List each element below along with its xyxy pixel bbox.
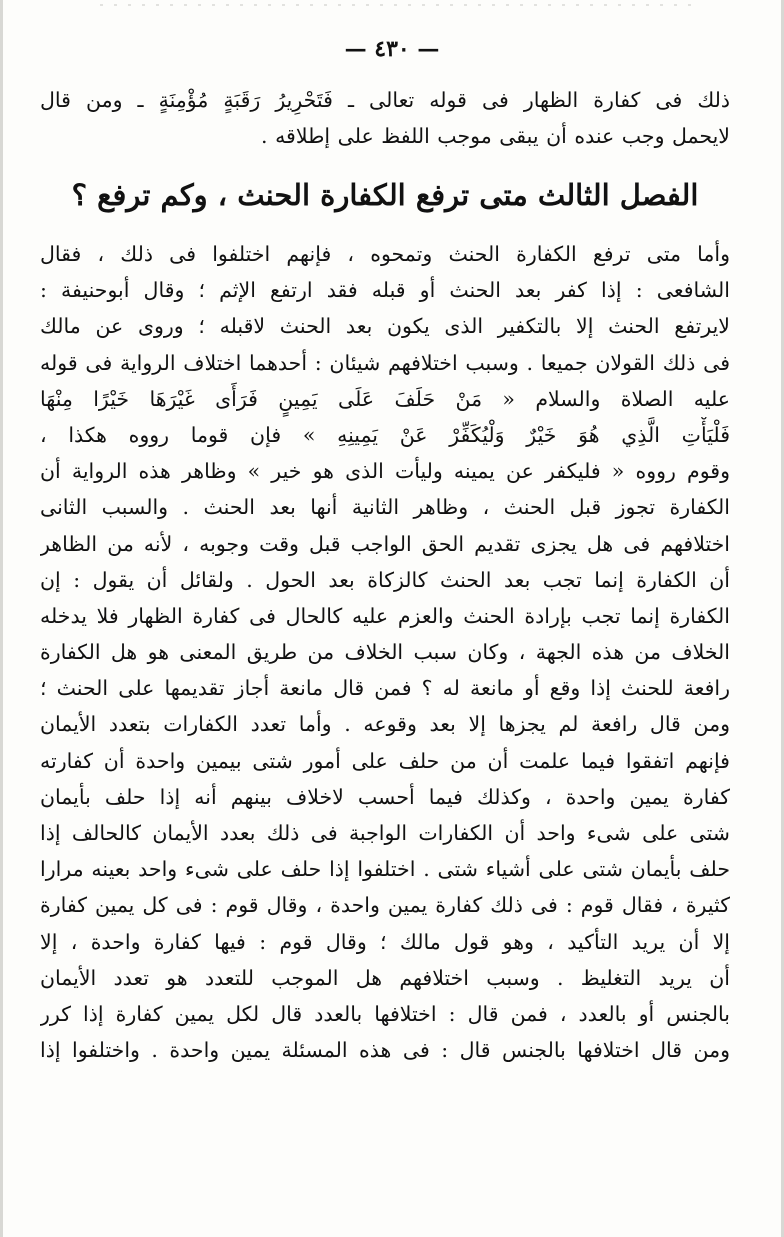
text-line: كثيرة ، فقال قوم : فى ذلك كفارة يمين واحدة ، وقال قوم : فى كل يمين كفارة (40, 893, 730, 918)
text-line: وقوم رووه « فليكفر عن يمينه وليأت الذى هو خير » وظاهر هذه الرواية أن (40, 459, 730, 484)
text-line: حلف بأيمان شتى على أشياء شتى . اختلفوا إذا حلف على شىء واحد بعينه مرارا (40, 857, 730, 882)
text-line: فى ذلك القولان جميعا . وسبب اختلافهم شيئان : أحدهما اختلاف الرواية فى قوله (40, 350, 730, 375)
section-heading: الفصل الثالث متى ترفع الكفارة الحنث ، وكم ترفع ؟ (71, 178, 699, 212)
text-line: لايرتفع الحنث إلا بالتكفير الذى يكون بعد الحنث لاقبله ؛ وروى عن مالك (40, 314, 730, 339)
text-line: عليه الصلاة والسلام « مَنْ حَلَفَ عَلَى يَمِينٍ فَرَأَى غَيْرَهَا خَيْرًا مِنْهَا (40, 386, 730, 411)
text-line: فَلْيَأْتِ الَّذِي هُوَ خَيْرٌ وَلْيُكَفِّرْ عَنْ يَمِينِهِ » فإن قوما رووه هكذا ، (40, 422, 730, 447)
text-line: الكفارة إنما تجب بإرادة الحنث والعزم عليه كالحال فى كفارة الظهار فلا يدخله (40, 603, 730, 628)
text-line: الخلاف من هذه الجهة ، وكان سبب الخلاف من طريق المعنى هو هل الكفارة (40, 640, 730, 665)
text-line: شتى على شىء واحد أن الكفارات الواجبة فى ذلك بعدد الأيمان كالحالف إذا (40, 821, 730, 845)
intro-paragraph (40, 82, 730, 154)
text-line: الشافعى : إذا كفر بعد الحنث أو قبله فقد ارتفع الإثم ؛ وقال أبوحنيفة : (40, 278, 730, 303)
text-line: اختلافهم فى هل يجزى تقديم الحق الواجب قبل وقت وجوبه ، لأنه من الظاهر (40, 531, 730, 556)
text-line: لايحمل وجب عنده أن يبقى موجب اللفظ على إطلاقه . (261, 124, 730, 149)
scan-speckle (100, 4, 700, 6)
scan-edge-left (0, 0, 3, 1237)
page-number: — ٤٣٠ — (344, 36, 440, 62)
text-line: إلا أن يريد التأكيد ، وهو قول مالك ؛ وقال قوم : فيها كفارة واحدة ، إلا (40, 929, 730, 954)
text-line: بالجنس أو بالعدد ، فمن قال : اختلافها بالعدد قال لكل يمين كفارة إذا كرر (40, 1001, 730, 1026)
text-line: ذلك فى كفارة الظهار فى قوله تعالى ـ فَتَحْرِيرُ رَقَبَةٍ مُؤْمِنَةٍ ـ ومن قال (40, 88, 730, 112)
text-line: ومن قال اختلافها بالجنس قال : فى هذه المسئلة يمين واحدة . واختلفوا إذا (40, 1038, 730, 1063)
text-line: كفارة يمين واحدة ، وكذلك فيما أحسب لاخلاف بينهم أنه إذا حلف بأيمان (40, 784, 730, 809)
text-line: ومن قال رافعة لم يجزها إلا بعد وقوعه . وأما تعدد الكفارات بتعدد الأيمان (40, 712, 730, 737)
text-line: أن الكفارة إنما تجب بعد الحنث كالزكاة بعد الحول . ولقائل أن يقول : إن (40, 567, 730, 592)
body-paragraph (40, 236, 730, 1068)
text-line: رافعة للحنث إذا وقع أو مانعة له ؟ فمن قال مانعة أجاز تقديمها على الحنث ؛ (40, 676, 730, 701)
text-line: أن يريد التغليظ . وسبب اختلافهم هل الموجب للتعدد هو تعدد الأيمان (40, 965, 730, 990)
text-line: وأما متى ترفع الكفارة الحنث وتمحوه ، فإنهم اختلفوا فى ذلك ، فقال (40, 242, 730, 266)
text-line: الكفارة تجوز قبل الحنث ، وظاهر الثانية أنها بعد الحنث . والسبب الثانى (40, 495, 730, 520)
text-line: فإنهم اتفقوا فيما علمت أن من حلف على أمور شتى بيمين واحدة أن كفارته (40, 748, 730, 773)
